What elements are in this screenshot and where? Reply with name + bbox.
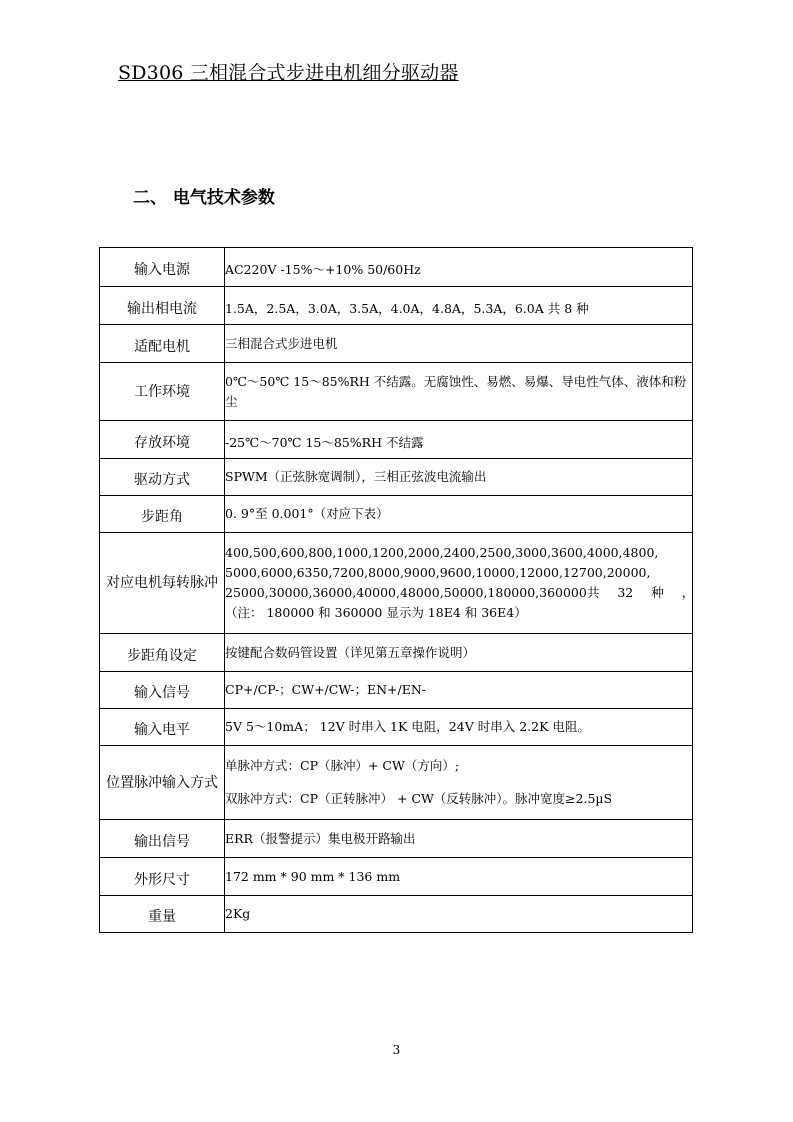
- pulse-list-line: 400,500,600,800,1000,1200,2000,2400,2500,3000,3600,4000,4800,: [225, 545, 659, 560]
- spec-label: 输入电平: [100, 709, 225, 746]
- spec-value: 1.5A，2.5A，3.0A，3.5A，4.0A，4.8A，5.3A，6.0A 共 8 种: [225, 287, 693, 325]
- spec-label: 输出信号: [100, 820, 225, 858]
- spec-value: AC220V -15%～+10% 50/60Hz: [225, 248, 693, 287]
- table-row: [100, 709, 693, 746]
- spec-value: CP+/CP-；CW+/CW-；EN+/EN-: [225, 672, 693, 709]
- spec-value: SPWM（正弦脉宽调制），三相正弦波电流输出: [225, 459, 693, 496]
- table-row: [100, 634, 693, 672]
- pulse-list-line: [225, 583, 695, 603]
- table-row: [100, 248, 693, 287]
- spec-label: 适配电机: [100, 325, 225, 363]
- spec-label: 重量: [100, 896, 225, 933]
- table-row: [100, 363, 693, 421]
- spec-value: 按键配合数码管设置（详见第五章操作说明）: [225, 634, 693, 672]
- section-heading: 二、 电气技术参数: [133, 188, 275, 208]
- table-row: [100, 896, 693, 933]
- spec-value: [225, 746, 693, 820]
- pulse-list-line: 5000,6000,6350,7200,8000,9000,9600,10000,12000,12700,20000,: [225, 565, 651, 580]
- spec-value: 172 mm * 90 mm * 136 mm: [225, 858, 693, 896]
- spec-value: 0℃～50℃ 15～85%RH 不结露。无腐蚀性、易燃、易爆、导电性气体、液体和粉尘: [225, 363, 693, 421]
- spec-label: 对应电机每转脉冲: [100, 533, 225, 634]
- pulse-count-unit: 种: [651, 585, 664, 600]
- spec-table: [99, 247, 693, 933]
- pulse-count-comma: ，: [681, 585, 695, 600]
- table-row: [100, 421, 693, 459]
- pulse-count-prefix: 共: [586, 585, 600, 600]
- table-row: [100, 672, 693, 709]
- spec-label: 驱动方式: [100, 459, 225, 496]
- single-pulse-mode: 单脉冲方式：CP（脉冲）+ CW（方向）;: [225, 758, 460, 773]
- spec-label: 存放环境: [100, 421, 225, 459]
- spec-value: 0. 9°至 0.001°（对应下表）: [225, 496, 693, 533]
- pulse-note: （注： 180000 和 360000 显示为 18E4 和 36E4）: [225, 605, 527, 620]
- double-pulse-mode: 双脉冲方式：CP（正转脉冲） + CW（反转脉冲）。脉冲宽度≥2.5µS: [225, 791, 613, 806]
- table-row: [100, 820, 693, 858]
- spec-label: 输入信号: [100, 672, 225, 709]
- pulse-list-text: 25000,30000,36000,40000,48000,50000,180000,360000: [225, 585, 587, 600]
- table-row: [100, 287, 693, 325]
- spec-label: 步距角: [100, 496, 225, 533]
- table-row: [100, 858, 693, 896]
- table-row: [100, 459, 693, 496]
- page-number: 3: [392, 1043, 401, 1057]
- spec-value: ERR（报警提示）集电极开路输出: [225, 820, 693, 858]
- pulse-count: [587, 583, 694, 603]
- spec-label: 输入电源: [100, 248, 225, 287]
- table-row: [100, 496, 693, 533]
- table-row: [100, 325, 693, 363]
- spec-value: 三相混合式步进电机: [225, 325, 693, 363]
- spec-label: 步距角设定: [100, 634, 225, 672]
- pulse-count-number: 32: [617, 585, 634, 600]
- spec-value: -25℃～70℃ 15～85%RH 不结露: [225, 421, 693, 459]
- spec-label: 工作环境: [100, 363, 225, 421]
- table-row: [100, 746, 693, 820]
- table-row: [100, 533, 693, 634]
- spec-label: 输出相电流: [100, 287, 225, 325]
- document-title: SD306 三相混合式步进电机细分驱动器: [118, 62, 459, 84]
- spec-label: 位置脉冲输入方式: [100, 746, 225, 820]
- spec-label: 外形尺寸: [100, 858, 225, 896]
- spec-value: 2Kg: [225, 896, 693, 933]
- spec-value: [225, 533, 693, 634]
- spec-value: 5V 5～10mA； 12V 时串入 1K 电阻，24V 时串入 2.2K 电阻。: [225, 709, 693, 746]
